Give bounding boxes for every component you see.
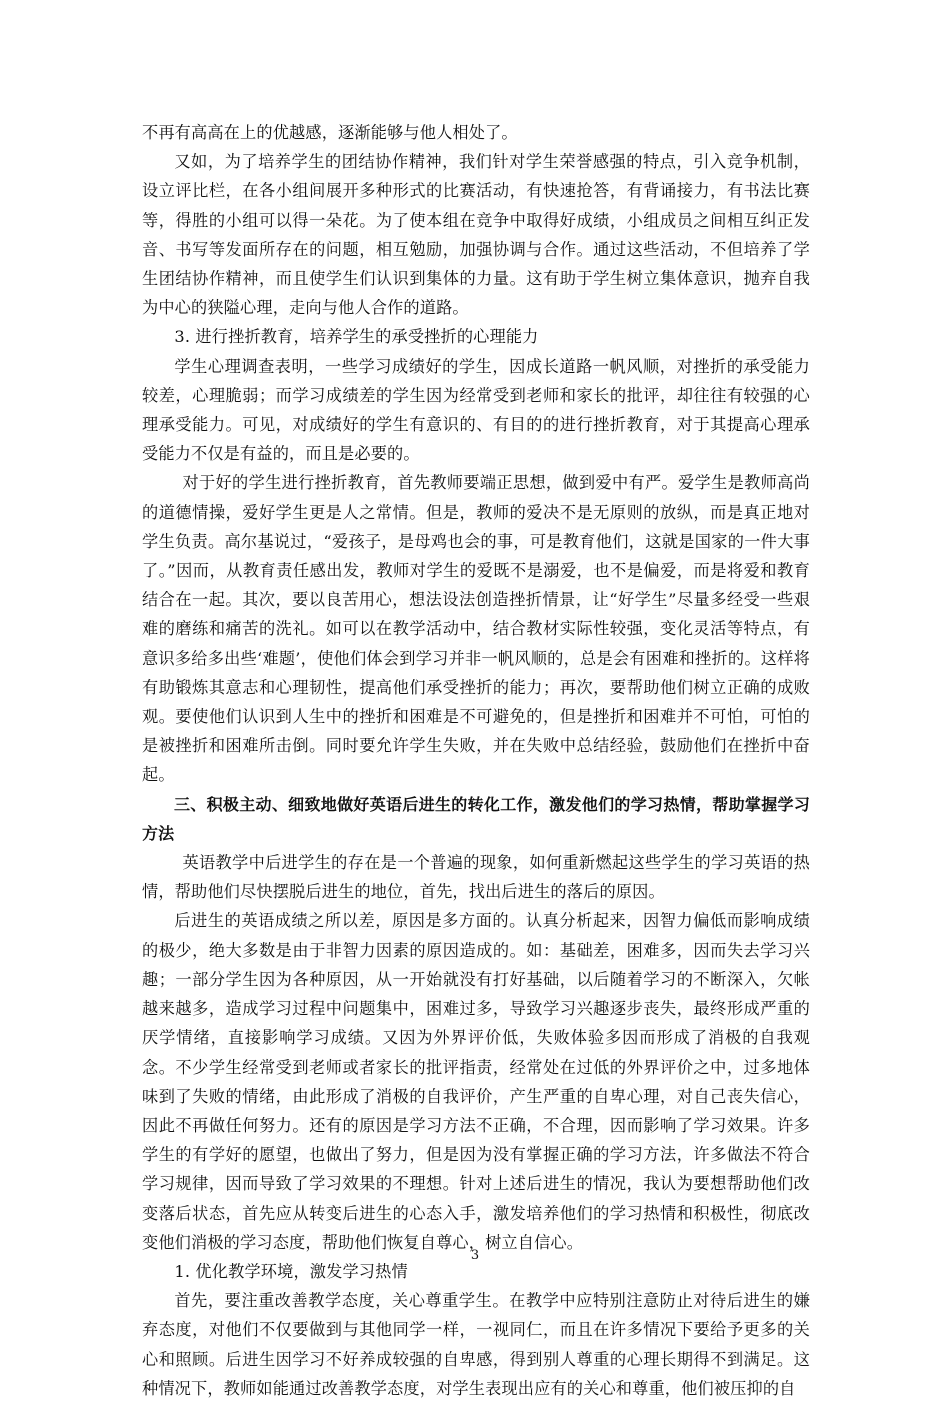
- subheading-frustration-education: 3. 进行挫折教育，培养学生的承受挫折的心理能力: [174, 327, 539, 347]
- paragraph-struggling-students-intro: 英语教学中后进学生的存在是一个普遍的现象，如何重新燃起这些学生的学习英语的热情，帮助他们尽快摆脱后进生的地位，首先，找出后进生的落后的原因。: [142, 853, 810, 902]
- paragraph-teaching-attitude: 首先，要注重改善教学态度，关心尊重学生。在教学中应特别注意防止对待后进生的嫌弃态度，对他们不仅要做到与其他同学一样，一视同仁，而且在许多情况下要给予更多的关心和照顾。后进生因学习不好养成较强的自卑感，得到别人尊重的心理长期得不到满足。这种情况下，教师如能通过改善教学态度，对学生表现出应有的关心和尊重，他们被压抑的自: [142, 1291, 810, 1398]
- subheading-optimize-environment: 1. 优化教学环境，激发学习热情: [174, 1261, 408, 1281]
- section-heading-three: 三、积极主动、细致地做好英语后进生的转化工作，激发他们的学习热情，帮助掌握学习方法: [142, 794, 810, 843]
- page-number: 3: [470, 1248, 480, 1263]
- paragraph-continuation: 不再有高高在上的优越感，逐渐能够与他人相处了。: [142, 123, 518, 142]
- paragraph-psychology-survey: 学生心理调查表明，一些学习成绩好的学生，因成长道路一帆风顺，对挫折的承受能力较差，心理脆弱；而学习成绩差的学生因为经常受到老师和家长的批评，却往往有较强的心理承受能力。可见，对成绩好的学生有意识的、有目的的进行挫折教育，对于其提高心理承受能力不仅是有益的，而且是必要的。: [142, 356, 810, 464]
- body-text: [142, 118, 810, 1403]
- paragraph-good-students: 对于好的学生进行挫折教育，首先教师要端正思想，做到爱中有严。爱学生是教师高尚的道德情操，爱好学生更是人之常情。但是，教师的爱决不是无原则的放纵，而是真正地对学生负责。高尔基说过，“爱孩子，是母鸡也会的事，可是教育他们，这就是国家的一件大事了。”因而，从教育责任感出发，教师对学生的爱既不是溺爱，也不是偏爱，而是将爱和教育结合在一起。其次，要以良苦用心，想法设法创造挫折情景，让“好学生”尽量多经受一些艰难的磨练和痛苦的洗礼。如可以在教学活动中，结合教材实际性较强，变化灵活等特点，有意识多给多出些‘难题’，使他们体会到学习并非一帆风顺的，总是会有困难和挫折的。这样将有助锻炼其意志和心理韧性，提高他们承受挫折的能力；再次，要帮助他们树立正确的成败观。要使他们认识到人生中的挫折和困难是不可避免的，但是挫折和困难并不可怕，可怕的是被挫折和困难所击倒。同时要允许学生失败，并在失败中总结经验，鼓励他们在挫折中奋起。: [142, 473, 810, 785]
- paragraph-teamwork-example: 又如，为了培养学生的团结协作精神，我们针对学生荣誉感强的特点，引入竞争机制，设立评比栏，在各小组间展开多种形式的比赛活动，有快速抢答，有背诵接力，有书法比赛等，得胜的小组可以得一朵花。为了使本组在竞争中取得好成绩，小组成员之间相互纠正发音、书写等发面所存在的问题，相互勉励，加强协调与合作。通过这些活动，不但培养了学生团结协作精神，而且使学生们认识到集体的力量。这有助于学生树立集体意识，抛弃自我为中心的狭隘心理，走向与他人合作的道路。: [142, 152, 810, 318]
- paragraph-reasons-analysis: 后进生的英语成绩之所以差，原因是多方面的。认真分析起来，因智力偏低而影响成绩的极少，绝大多数是由于非智力因素的原因造成的。如：基础差，困难多，因而失去学习兴趣；一部分学生因为各种原因，从一开始就没有打好基础，以后随着学习的不断深入，欠帐越来越多，造成学习过程中问题集中，困难过多，导致学习兴趣逐步丧失，最终形成严重的厌学情绪，直接影响学习成绩。又因为外界评价低，失败体验多因而形成了消极的自我观念。不少学生经常受到老师或者家长的批评指责，经常处在过低的外界评价之中，过多地体味到了失败的情绪，由此形成了消极的自我评价，产生严重的自卑心理，对自己丧失信心，因此不再做任何努力。还有的原因是学习方法不正确，不合理，因而影响了学习效果。许多学生的有学好的愿望，也做出了努力，但是因为没有掌握正确的学习方法，许多做法不符合学习规律，因而导致了学习效果的不理想。针对上述后进生的情况，我认为要想帮助他们改变落后状态，首先应从转变后进生的心态入手，激发培养他们的学习热情和积极性，彻底改变他们消极的学习态度，帮助他们恢复自尊心，树立自信心。: [142, 911, 810, 1252]
